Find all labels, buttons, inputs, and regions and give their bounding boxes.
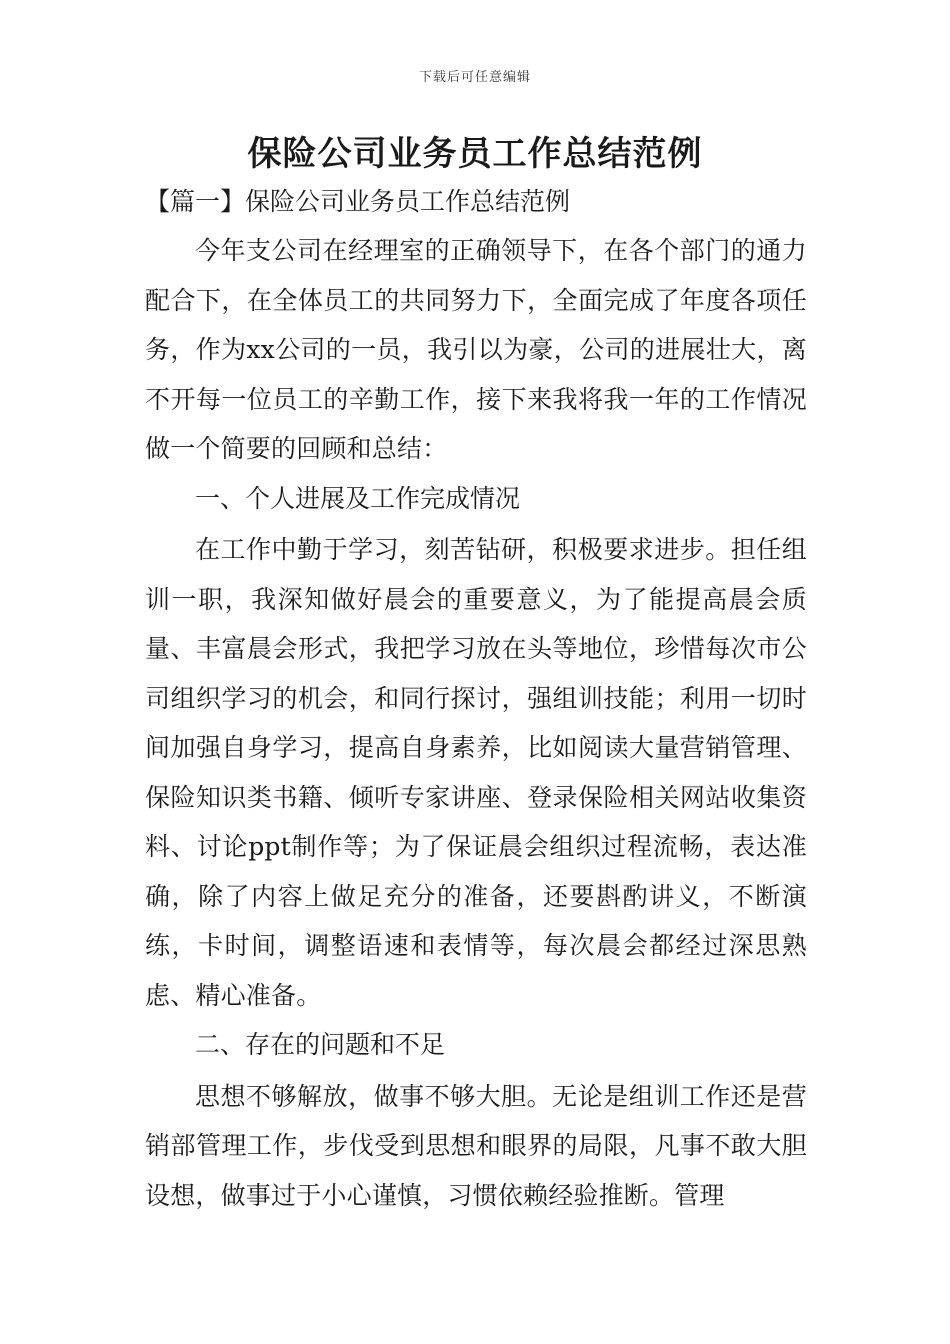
paragraph-problems: 思想不够解放，做事不够大胆。无论是组训工作还是营销部管理工作，步伐受到思想和眼界的局限，凡事不敢大胆设想，做事过于小心谨慎，习惯依赖经验推断。管理 bbox=[145, 1081, 807, 1210]
document-title: 保险公司业务员工作总结范例 bbox=[247, 134, 703, 174]
document-body bbox=[145, 178, 807, 1220]
heading-personal-progress: 一、个人进展及工作完成情况 bbox=[195, 483, 521, 513]
heading-problems: 二、存在的问题和不足 bbox=[195, 1030, 446, 1059]
section-label: 【篇一】保险公司业务员工作总结范例 bbox=[145, 187, 571, 216]
paragraph-personal-progress: 在工作中勤于学习，刻苦钻研，积极要求进步。担任组训一职，我深知做好晨会的重要意义，为了能提高晨会质量、丰富晨会形式，我把学习放在头等地位，珍惜每次市公司组织学习的机会，和同行探讨，强组训技能；利用一切时间加强自身学习，提高自身素养，比如阅读大量营销管理、保险知识类书籍、倾听专家讲座、登录保险相关网站收集资料、讨论ppt制作等；为了保证晨会组织过程流畅，表达准确，除了内容上做足充分的准备，还要斟酌讲义，不断演练，卡时间，调整语速和表情等，每次晨会都经过深思熟虑、精心准备。 bbox=[145, 535, 807, 1010]
header-note: 下载后可任意编辑 bbox=[418, 70, 531, 85]
paragraph-intro: 今年支公司在经理室的正确领导下，在各个部门的通力配合下，在全体员工的共同努力下，全面完成了年度各项任务，作为xx公司的一员，我引以为豪，公司的进展壮大，离不开每一位员工的辛勤工作，接下来我将我一年的工作情况做一个简要的回顾和总结： bbox=[145, 236, 807, 463]
